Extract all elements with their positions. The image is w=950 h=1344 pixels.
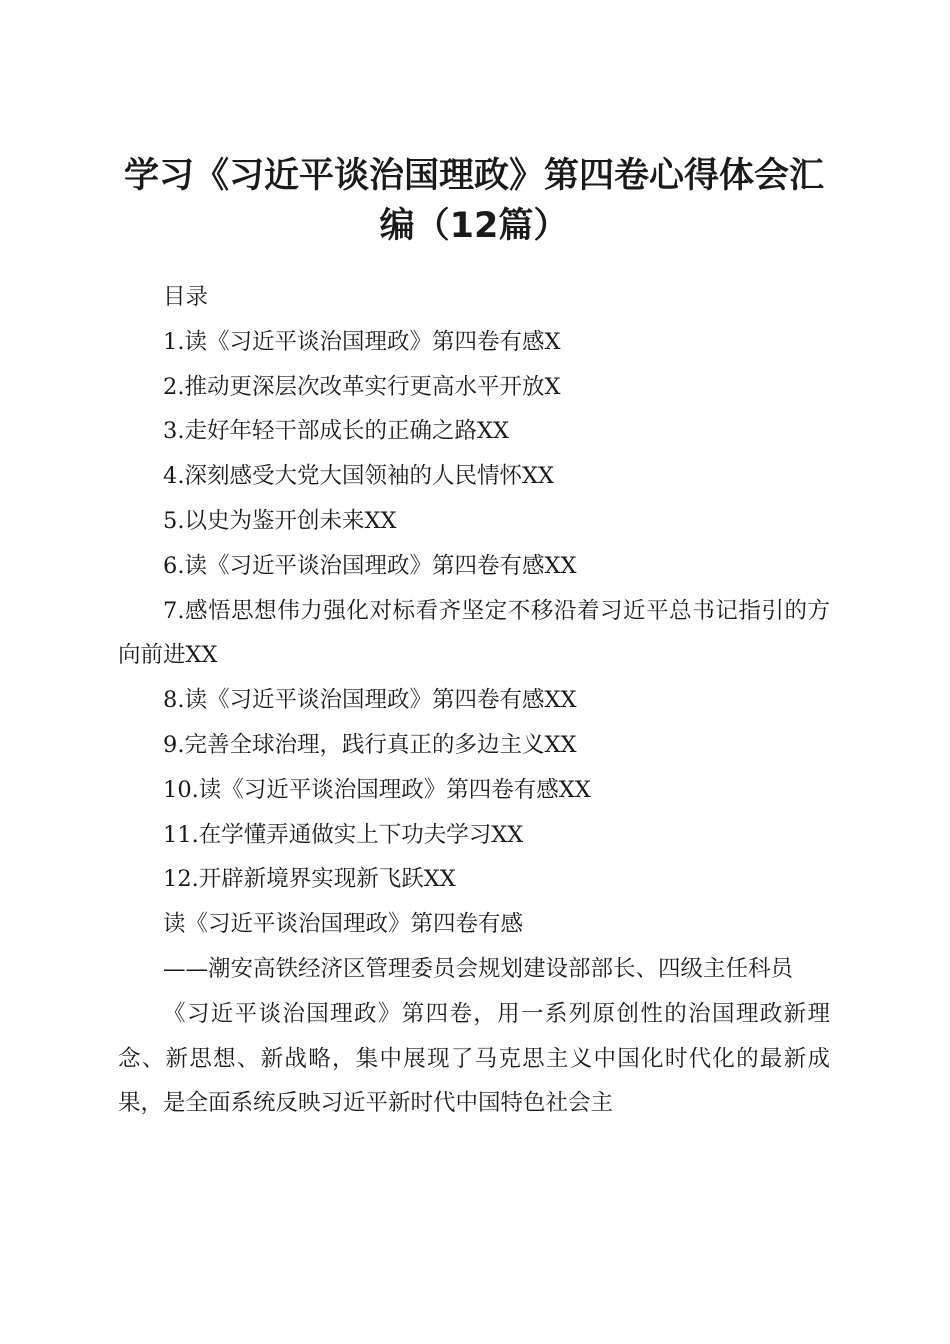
document-body <box>118 275 830 1126</box>
title-line-2: 编（12篇） <box>379 206 569 247</box>
section-title: 读《习近平谈治国理政》第四卷有感 <box>163 911 524 938</box>
toc-item-3: 3.走好年轻干部成长的正确之路XX <box>163 418 510 445</box>
author-line: ——潮安高铁经济区管理委员会规划建设部部长、四级主任科员 <box>163 955 794 982</box>
title-line-1: 学习《习近平谈治国理政》第四卷心得体会汇 <box>123 156 824 197</box>
document-title <box>118 151 830 251</box>
toc-item-4: 4.深刻感受大党大国领袖的人民情怀XX <box>163 463 555 490</box>
toc-item-5: 5.以史为鉴开创未来XX <box>163 507 397 534</box>
toc-item-9: 9.完善全球治理，践行真正的多边主义XX <box>163 731 577 758</box>
toc-item-7: 7.感悟思想伟力强化对标看齐坚定不移沿着习近平总书记指引的方向前进XX <box>118 597 830 669</box>
toc-item-8: 8.读《习近平谈治国理政》第四卷有感XX <box>163 687 577 714</box>
toc-item-6: 6.读《习近平谈治国理政》第四卷有感XX <box>163 552 577 579</box>
toc-item-1: 1.读《习近平谈治国理政》第四卷有感X <box>163 328 561 355</box>
body-paragraph: 《习近平谈治国理政》第四卷，用一系列原创性的治国理政新理念、新思想、新战略，集中展现了马克思主义中国化时代化的最新成果，是全面系统反映习近平新时代中国特色社会主 <box>118 1000 830 1117</box>
toc-item-11: 11.在学懂弄通做实上下功夫学习XX <box>163 821 524 848</box>
toc-item-10: 10.读《习近平谈治国理政》第四卷有感XX <box>163 776 591 803</box>
toc-heading: 目录 <box>163 284 209 310</box>
toc-item-12: 12.开辟新境界实现新飞跃XX <box>163 866 456 893</box>
toc-item-2: 2.推动更深层次改革实行更高水平开放X <box>163 373 561 400</box>
